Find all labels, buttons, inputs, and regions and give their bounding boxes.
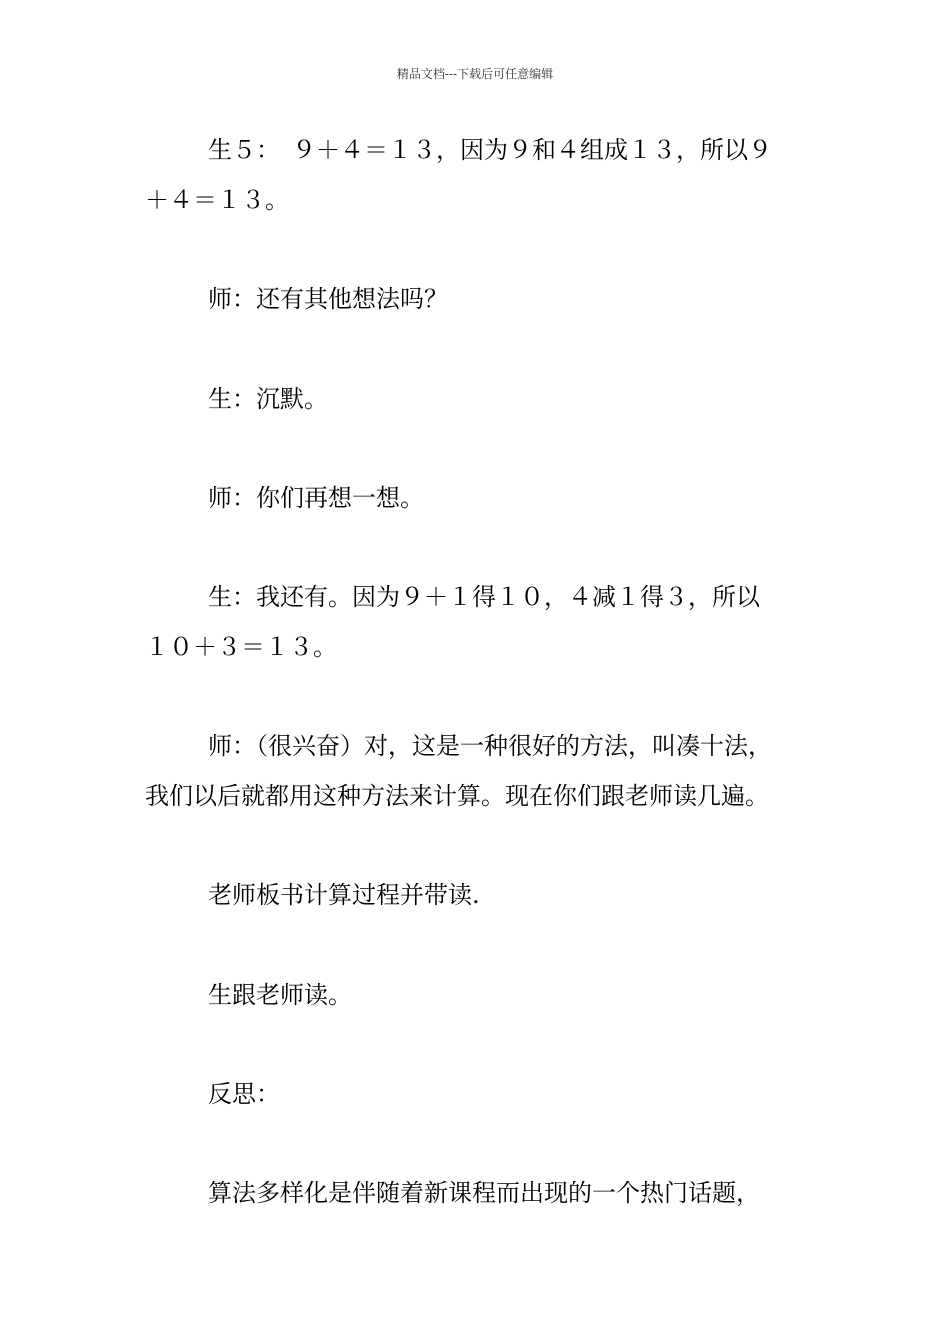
paragraph-reflection-body [145,1168,815,1218]
paragraph-line: 师：你们再想一想。 [208,484,424,512]
paragraph-line: １０＋３＝１３。 [145,633,337,661]
paragraph-line: 反思： [208,1080,280,1108]
paragraph-teacher-question [145,274,815,324]
paragraph-line: 生：沉默。 [208,385,328,413]
paragraph-board-writing [145,870,815,920]
paragraph-line: 生跟老师读。 [208,981,352,1009]
paragraph-line: ＋４＝１３。 [145,186,289,214]
paragraph-line: 师：还有其他想法吗？ [208,285,448,313]
paragraph-reflection-heading [145,1069,815,1119]
paragraph-teacher-think [145,473,815,523]
paragraph-line: 算法多样化是伴随着新课程而出现的一个热门话题， [208,1179,760,1207]
paragraph-line: 师：（很兴奋）对，这是一种很好的方法，叫凑十法， [208,732,772,760]
paragraph-student-read [145,970,815,1020]
paragraph-student5 [145,125,815,225]
paragraph-line: 我们以后就都用这种方法来计算。现在你们跟老师读几遍。 [145,782,769,810]
paragraph-line: 生：我还有。因为９＋１得１０，４减１得３，所以 [208,583,760,611]
paragraph-student-answer [145,572,815,672]
paragraph-line: 老师板书计算过程并带读. [208,881,480,909]
paragraph-line: 生５： ９＋４＝１３，因为９和４组成１３，所以９ [208,136,772,164]
paragraph-student-silence [145,374,815,424]
paragraph-teacher-method [145,721,815,821]
page-header: 精品文档---下载后可任意编辑 [396,67,554,81]
